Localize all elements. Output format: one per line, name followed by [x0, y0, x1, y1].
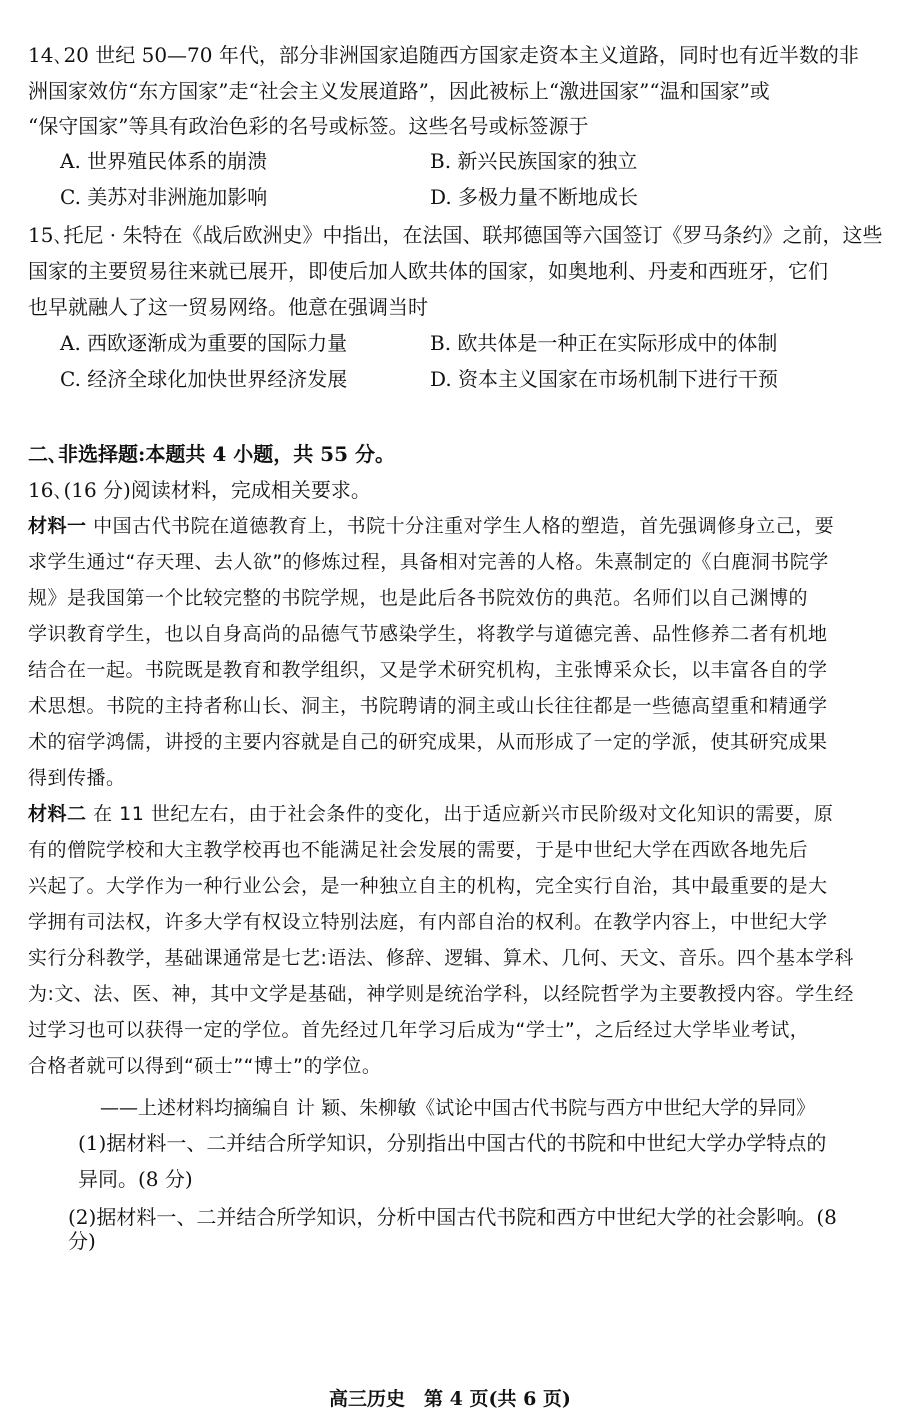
material-two-line: 过学习也可以获得一定的学位。首先经过几年学习后成为“学士”，之后经过大学毕业考试， [28, 1019, 810, 1041]
material-one-line: 结合在一起。书院既是教育和教学组织，又是学术研究机构，主张博采众长，以丰富各自的学 [28, 659, 828, 681]
q15-line: 15､托尼 · 朱特在《战后欧洲史》中指出，在法国、联邦德国等六国签订《罗马条约》之前，这些 [28, 223, 883, 247]
q15-line: 也早就融人了这一贸易网络。他意在强调当时 [28, 295, 428, 319]
material-one-line: 术的宿学鸿儒，讲授的主要内容就是自己的研究成果，从而形成了一定的学派，使其研究成果 [28, 731, 828, 753]
sub-question-2-line: 分) [68, 1229, 96, 1253]
material-one-line: 求学生通过“存天理、去人欲”的修炼过程，具备相对完善的人格。朱熹制定的《白鹿洞书院学 [28, 551, 829, 573]
material-two-label: 材料二 [28, 803, 87, 825]
material-one-line: 规》是我国第一个比较完整的书院学规，也是此后各书院效仿的典范。名师们以自己渊博的 [28, 587, 809, 609]
page-footer: 高三历史 第 4 页(共 6 页) [329, 1388, 571, 1410]
q16-intro: 16､(16 分)阅读材料，完成相关要求。 [28, 478, 371, 502]
material-two-line: 在 11 世纪左右，由于社会条件的变化，出于适应新兴市民阶级对文化知识的需要，原 [93, 803, 834, 825]
q14-line: “保守国家”等具有政治色彩的名号或标签。这些名号或标签源于 [28, 114, 589, 138]
material-two-line: 有的僧院学校和大主教学校再也不能满足社会发展的需要，于是中世纪大学在西欧各地先后 [28, 839, 809, 861]
material-source: ——上述材料均摘编自 计 颖、朱柳敏《试论中国古代书院与西方中世纪大学的异同》 [100, 1097, 816, 1119]
q15-option-c: C. 经济全球化加快世界经济发展 [60, 367, 348, 391]
sub-question-1-line: 异同。(8 分) [78, 1167, 193, 1191]
material-one-line: 得到传播。 [28, 767, 126, 789]
material-one-line: 中国古代书院在道德教育上，书院十分注重对学生人格的塑造，首先强调修身立己，要 [93, 515, 835, 537]
material-two-line: 合格者就可以得到“硕士”“博士”的学位。 [28, 1055, 382, 1077]
q14-line: 洲国家效仿“东方国家”走“社会主义发展道路”，因此被标上“激进国家”“温和国家”或 [28, 79, 770, 103]
material-two-line: 实行分科教学，基础课通常是七艺:语法、修辞、逻辑、算术、几何、天文、音乐。四个基本学科 [28, 947, 854, 969]
section-heading: 二､非选择题:本题共 4 小题，共 55 分。 [28, 442, 395, 466]
material-two-line: 兴起了。大学作为一种行业公会，是一种独立自主的机构，完全实行自治，其中最重要的是大 [28, 875, 828, 897]
sub-question-1-line: (1)据材料一、二并结合所学知识，分别指出中国古代的书院和中世纪大学办学特点的 [78, 1131, 827, 1155]
q14-line: 14､20 世纪 50—70 年代，部分非洲国家追随西方国家走资本主义道路，同时也有近半数的非 [28, 43, 859, 67]
q15-option-d: D. 资本主义国家在市场机制下进行干预 [430, 367, 779, 391]
q14-option-b: B. 新兴民族国家的独立 [430, 149, 638, 173]
q14-option-d: D. 多极力量不断地成长 [430, 185, 639, 209]
material-two-line: 为:文、法、医、神，其中文学是基础，神学则是统治学科，以经院哲学为主要教授内容。学生经 [28, 983, 854, 1005]
q15-option-a: A. 西欧逐渐成为重要的国际力量 [60, 331, 348, 355]
q14-option-a: A. 世界殖民体系的崩溃 [60, 149, 268, 173]
sub-question-2-line: (2)据材料一、二并结合所学知识，分析中国古代书院和西方中世纪大学的社会影响。(8 [68, 1205, 837, 1229]
material-one-line: 学识教育学生，也以自身高尚的品德气节感染学生，将教学与道德完善、品性修养二者有机地 [28, 623, 828, 645]
material-one-label: 材料一 [28, 515, 87, 537]
material-one-line: 术思想。书院的主持者称山长、洞主，书院聘请的洞主或山长往往都是一些德高望重和精通学 [28, 695, 828, 717]
q14-option-c: C. 美苏对非洲施加影响 [60, 185, 268, 209]
q15-option-b: B. 欧共体是一种正在实际形成中的体制 [430, 331, 778, 355]
material-two-line: 学拥有司法权，许多大学有权设立特别法庭，有内部自治的权利。在教学内容上，中世纪大学 [28, 911, 828, 933]
q15-line: 国家的主要贸易往来就已展开，即使后加人欧共体的国家，如奥地利、丹麦和西班牙，它们 [28, 259, 828, 283]
